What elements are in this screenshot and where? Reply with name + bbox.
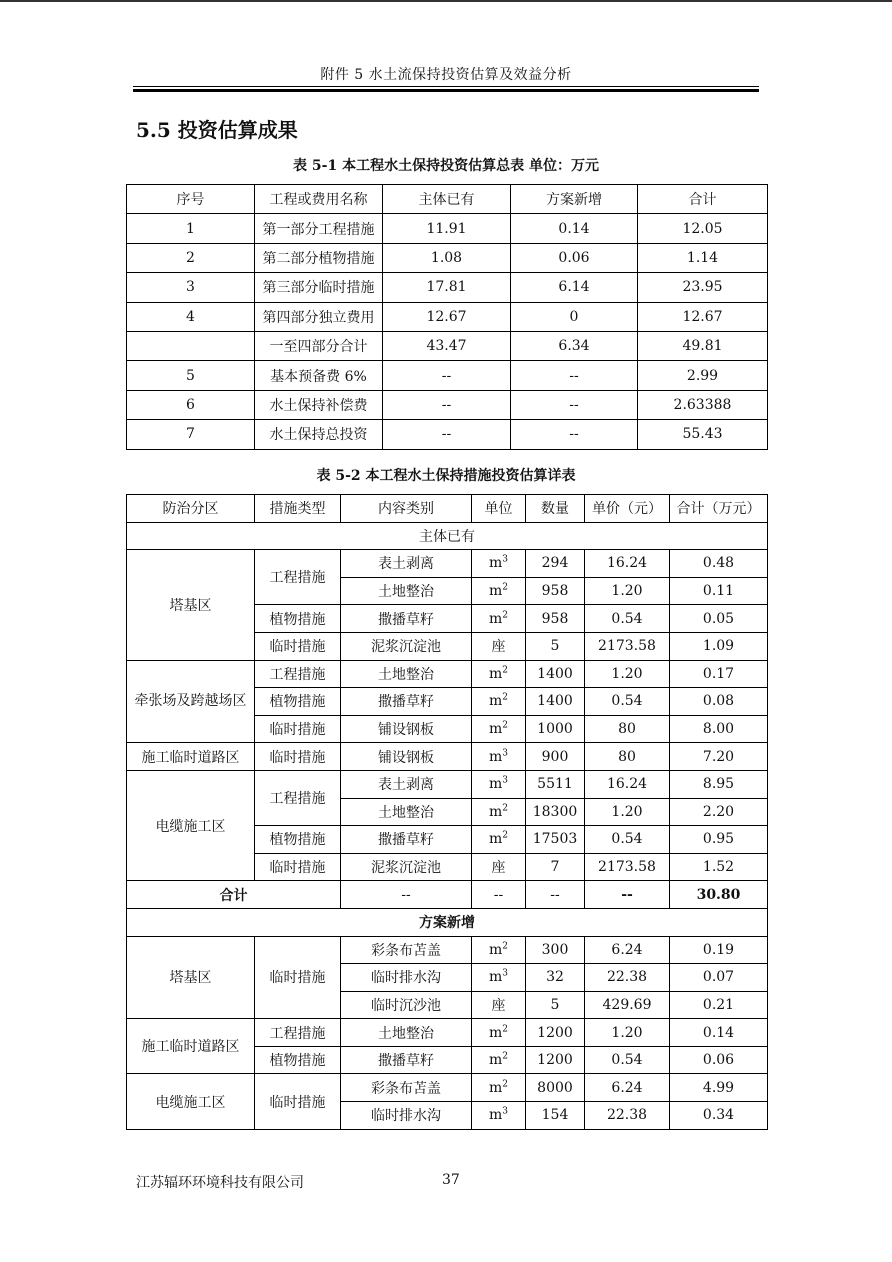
unit-cell <box>472 577 526 605</box>
table-row <box>127 361 768 390</box>
table-header-row <box>127 185 768 214</box>
table-cell: 3 <box>127 273 255 302</box>
table-cell: 6 <box>127 390 255 419</box>
table-cell: 2173.58 <box>585 632 670 660</box>
table-cell: 0.06 <box>670 1046 768 1074</box>
zone-cell: 牵张场及跨越场区 <box>127 660 255 743</box>
unit-text: m <box>488 941 503 958</box>
table-cell: 1.08 <box>383 243 511 272</box>
table-cell: 临时沉沙池 <box>341 991 472 1019</box>
unit-cell <box>472 660 526 688</box>
unit-exponent: 2 <box>502 1051 508 1062</box>
table-row <box>127 550 768 578</box>
unit-text: m <box>488 776 503 793</box>
table-row <box>127 214 768 243</box>
unit-cell <box>472 1019 526 1047</box>
table-cell: 8.00 <box>670 715 768 743</box>
unit-exponent: 2 <box>502 610 508 621</box>
table-cell: 7 <box>127 420 255 449</box>
table-cell: 0.05 <box>670 605 768 633</box>
table-cell: 294 <box>526 550 585 578</box>
table-cell: 16.24 <box>585 550 670 578</box>
unit-cell <box>472 798 526 826</box>
table-row <box>127 331 768 360</box>
header-cell: 合计（万元） <box>670 495 768 523</box>
unit-cell <box>472 1102 526 1130</box>
table-cell: 17503 <box>526 826 585 854</box>
table-cell: 土地整治 <box>341 577 472 605</box>
table-cell: 1.20 <box>585 798 670 826</box>
unit-cell <box>472 550 526 578</box>
table-row <box>127 243 768 272</box>
unit-cell <box>472 770 526 798</box>
unit-cell <box>472 1046 526 1074</box>
unit-exponent: 3 <box>502 775 508 786</box>
type-cell: 工程措施 <box>255 550 341 605</box>
unit-exponent: 3 <box>502 554 508 565</box>
table-cell: 第二部分植物措施 <box>255 243 383 272</box>
type-cell: 临时措施 <box>255 936 341 1019</box>
table-cell: -- <box>383 390 511 419</box>
table-cell: 6.24 <box>585 936 670 964</box>
unit-cell <box>472 688 526 716</box>
table-cell: 1.20 <box>585 660 670 688</box>
table-cell: 55.43 <box>638 420 768 449</box>
type-cell: 工程措施 <box>255 1019 341 1047</box>
table-cell: 基本预备费 6% <box>255 361 383 390</box>
table-cell: 表土剥离 <box>341 770 472 798</box>
table-cell: 2.63388 <box>638 390 768 419</box>
table-cell: 第一部分工程措施 <box>255 214 383 243</box>
table-cell: 154 <box>526 1102 585 1130</box>
table-cell: 第四部分独立费用 <box>255 302 383 331</box>
table-cell: 1200 <box>526 1046 585 1074</box>
type-cell: 植物措施 <box>255 605 341 633</box>
total-row <box>127 881 768 909</box>
table-cell: -- <box>511 390 638 419</box>
table-cell: 0.54 <box>585 1046 670 1074</box>
zone-cell: 塔基区 <box>127 936 255 1019</box>
section-title: 5.5 投资估算成果 <box>136 118 298 142</box>
table-row <box>127 743 768 771</box>
table-cell: 17.81 <box>383 273 511 302</box>
table-row <box>127 660 768 688</box>
unit-text: 座 <box>491 639 506 656</box>
table-cell: 0.54 <box>585 688 670 716</box>
unit-text: m <box>488 665 503 682</box>
table-cell: -- <box>511 361 638 390</box>
group-title-row <box>127 908 768 936</box>
table-row <box>127 302 768 331</box>
table-cell: 900 <box>526 743 585 771</box>
group-title: 方案新增 <box>127 908 768 936</box>
table-cell: 临时排水沟 <box>341 1102 472 1130</box>
header-cell: 内容类别 <box>341 495 472 523</box>
table-cell: 2.99 <box>638 361 768 390</box>
table-cell: 16.24 <box>585 770 670 798</box>
table-cell: 12.67 <box>638 302 768 331</box>
table-cell: 22.38 <box>585 1102 670 1130</box>
header-cell: 单价（元） <box>585 495 670 523</box>
unit-exponent: 3 <box>502 1106 508 1117</box>
table-cell: 5511 <box>526 770 585 798</box>
table-cell: -- <box>526 881 585 909</box>
table-cell: 4.99 <box>670 1074 768 1102</box>
table-cell: 12.05 <box>638 214 768 243</box>
table-cell: 泥浆沉淀池 <box>341 853 472 881</box>
table-cell: 32 <box>526 964 585 992</box>
table-cell: 1.20 <box>585 577 670 605</box>
table-cell: 1400 <box>526 688 585 716</box>
table-cell: 2.20 <box>670 798 768 826</box>
group-title: 主体已有 <box>127 522 768 550</box>
table-cell: 5 <box>526 632 585 660</box>
table-cell: 7 <box>526 853 585 881</box>
table-cell: 土地整治 <box>341 1019 472 1047</box>
table-cell: 0.08 <box>670 688 768 716</box>
table-cell: 80 <box>585 743 670 771</box>
table-cell: 1.52 <box>670 853 768 881</box>
unit-text: m <box>488 1107 503 1124</box>
table-row <box>127 273 768 302</box>
unit-exponent: 2 <box>502 1023 508 1034</box>
type-cell: 植物措施 <box>255 688 341 716</box>
page-header: 附件 5 水土流保持投资估算及效益分析 <box>320 67 572 83</box>
table-cell: 4 <box>127 302 255 331</box>
measures-detail-table <box>126 494 768 1130</box>
header-rule-thin <box>133 86 759 87</box>
table-cell: 22.38 <box>585 964 670 992</box>
unit-cell <box>472 991 526 1019</box>
table-row <box>127 770 768 798</box>
table-cell: 0.17 <box>670 660 768 688</box>
unit-text: m <box>488 1079 503 1096</box>
zone-cell: 塔基区 <box>127 550 255 660</box>
table-cell: -- <box>511 420 638 449</box>
header-cell: 单位 <box>472 495 526 523</box>
table-cell: 第三部分临时措施 <box>255 273 383 302</box>
table-cell: 2 <box>127 243 255 272</box>
table-cell: 49.81 <box>638 331 768 360</box>
table-cell: 80 <box>585 715 670 743</box>
table-cell: 1200 <box>526 1019 585 1047</box>
table-cell: 8000 <box>526 1074 585 1102</box>
table-cell: 撒播草籽 <box>341 1046 472 1074</box>
type-cell: 临时措施 <box>255 743 341 771</box>
unit-text: m <box>488 583 503 600</box>
table-cell: 6.34 <box>511 331 638 360</box>
unit-text: m <box>488 969 503 986</box>
table-cell: 0.19 <box>670 936 768 964</box>
table-row <box>127 390 768 419</box>
header-rule-thick <box>133 89 759 92</box>
table-cell: 彩条布苫盖 <box>341 1074 472 1102</box>
group-title-row <box>127 522 768 550</box>
zone-cell: 施工临时道路区 <box>127 1019 255 1074</box>
unit-text: m <box>488 1052 503 1069</box>
table1-caption: 表 5-1 本工程水土保持投资估算总表 单位：万元 <box>293 158 599 174</box>
table-cell: 1400 <box>526 660 585 688</box>
table-cell: 0.11 <box>670 577 768 605</box>
type-cell: 临时措施 <box>255 632 341 660</box>
table-cell: 12.67 <box>383 302 511 331</box>
table-cell: 0.34 <box>670 1102 768 1130</box>
unit-cell <box>472 715 526 743</box>
table-cell: 水土保持总投资 <box>255 420 383 449</box>
investment-summary-table <box>126 184 768 450</box>
zone-cell: 电缆施工区 <box>127 1074 255 1129</box>
table-cell: 300 <box>526 936 585 964</box>
table-row <box>127 1074 768 1102</box>
table-cell: 铺设钢板 <box>341 743 472 771</box>
header-cell: 序号 <box>127 185 255 214</box>
table-cell: -- <box>472 881 526 909</box>
unit-exponent: 2 <box>502 582 508 593</box>
unit-text: 座 <box>491 997 506 1014</box>
table-cell: 撒播草籽 <box>341 688 472 716</box>
header-cell: 防治分区 <box>127 495 255 523</box>
unit-exponent: 2 <box>502 720 508 731</box>
table-cell: 0.14 <box>511 214 638 243</box>
table-cell: 泥浆沉淀池 <box>341 632 472 660</box>
unit-cell <box>472 826 526 854</box>
unit-cell <box>472 632 526 660</box>
table-cell: 6.14 <box>511 273 638 302</box>
zone-cell: 施工临时道路区 <box>127 743 255 771</box>
table-header-row <box>127 495 768 523</box>
table-cell: 临时排水沟 <box>341 964 472 992</box>
unit-text: m <box>488 693 503 710</box>
table-cell: 0.48 <box>670 550 768 578</box>
table-cell: 0.54 <box>585 826 670 854</box>
unit-text: 座 <box>491 860 506 877</box>
type-cell: 工程措施 <box>255 770 341 825</box>
unit-text: m <box>488 803 503 820</box>
type-cell: 植物措施 <box>255 1046 341 1074</box>
unit-exponent: 2 <box>502 830 508 841</box>
table-cell: 6.24 <box>585 1074 670 1102</box>
table-cell: 1 <box>127 214 255 243</box>
total-label: 合计 <box>127 881 341 909</box>
unit-cell <box>472 1074 526 1102</box>
header-cell: 措施类型 <box>255 495 341 523</box>
table-cell: 429.69 <box>585 991 670 1019</box>
table-cell: 958 <box>526 605 585 633</box>
unit-cell <box>472 964 526 992</box>
table-cell: 43.47 <box>383 331 511 360</box>
top-border <box>0 0 892 2</box>
unit-text: m <box>488 610 503 627</box>
unit-text: m <box>488 831 503 848</box>
table-cell: 1.20 <box>585 1019 670 1047</box>
table-cell: 0.54 <box>585 605 670 633</box>
table-cell: 0 <box>511 302 638 331</box>
total-value: 30.80 <box>670 881 768 909</box>
page-number: 37 <box>442 1172 460 1188</box>
table-cell: 撒播草籽 <box>341 605 472 633</box>
unit-text: m <box>488 1024 503 1041</box>
unit-exponent: 2 <box>502 803 508 814</box>
table-cell: 水土保持补偿费 <box>255 390 383 419</box>
table-cell: 2173.58 <box>585 853 670 881</box>
header-cell: 方案新增 <box>511 185 638 214</box>
unit-exponent: 2 <box>502 1079 508 1090</box>
table-cell: 8.95 <box>670 770 768 798</box>
table-cell: 彩条布苫盖 <box>341 936 472 964</box>
table-cell: 0.14 <box>670 1019 768 1047</box>
header-cell: 主体已有 <box>383 185 511 214</box>
table-cell: 1.09 <box>670 632 768 660</box>
header-cell: 合计 <box>638 185 768 214</box>
unit-text: m <box>488 748 503 765</box>
type-cell: 临时措施 <box>255 1074 341 1129</box>
unit-exponent: 2 <box>502 692 508 703</box>
type-cell: 临时措施 <box>255 715 341 743</box>
table-cell: 7.20 <box>670 743 768 771</box>
unit-cell <box>472 605 526 633</box>
table-cell: 23.95 <box>638 273 768 302</box>
table-cell: 表土剥离 <box>341 550 472 578</box>
unit-cell <box>472 936 526 964</box>
table-cell: 撒播草籽 <box>341 826 472 854</box>
table-cell: 1000 <box>526 715 585 743</box>
table-cell: -- <box>383 420 511 449</box>
table-cell: 0.95 <box>670 826 768 854</box>
table-cell: 土地整治 <box>341 798 472 826</box>
unit-exponent: 3 <box>502 747 508 758</box>
type-cell: 临时措施 <box>255 853 341 881</box>
table-cell: 0.06 <box>511 243 638 272</box>
zone-cell: 电缆施工区 <box>127 770 255 880</box>
unit-exponent: 3 <box>502 968 508 979</box>
table2-caption: 表 5-2 本工程水土保持措施投资估算详表 <box>316 468 576 484</box>
type-cell: 工程措施 <box>255 660 341 688</box>
table-cell: 铺设钢板 <box>341 715 472 743</box>
table-cell: 土地整治 <box>341 660 472 688</box>
table-cell: 1.14 <box>638 243 768 272</box>
table-cell: -- <box>383 361 511 390</box>
table-cell: 958 <box>526 577 585 605</box>
unit-cell <box>472 743 526 771</box>
unit-exponent: 2 <box>502 941 508 952</box>
unit-cell <box>472 853 526 881</box>
table-cell: 0.07 <box>670 964 768 992</box>
table-cell: 0.21 <box>670 991 768 1019</box>
type-cell: 植物措施 <box>255 826 341 854</box>
unit-text: m <box>488 555 503 572</box>
header-cell: 数量 <box>526 495 585 523</box>
table-cell: 5 <box>526 991 585 1019</box>
table-row <box>127 420 768 449</box>
unit-text: m <box>488 721 503 738</box>
footer-company: 江苏辐环环境科技有限公司 <box>136 1175 304 1191</box>
unit-exponent: 2 <box>502 665 508 676</box>
table-cell: 一至四部分合计 <box>255 331 383 360</box>
table-cell: 5 <box>127 361 255 390</box>
header-cell: 工程或费用名称 <box>255 185 383 214</box>
table-cell: 11.91 <box>383 214 511 243</box>
table-cell: -- <box>341 881 472 909</box>
table-row <box>127 936 768 964</box>
table-row <box>127 1019 768 1047</box>
table-cell: -- <box>585 881 670 909</box>
table-cell: 18300 <box>526 798 585 826</box>
table-cell <box>127 331 255 360</box>
